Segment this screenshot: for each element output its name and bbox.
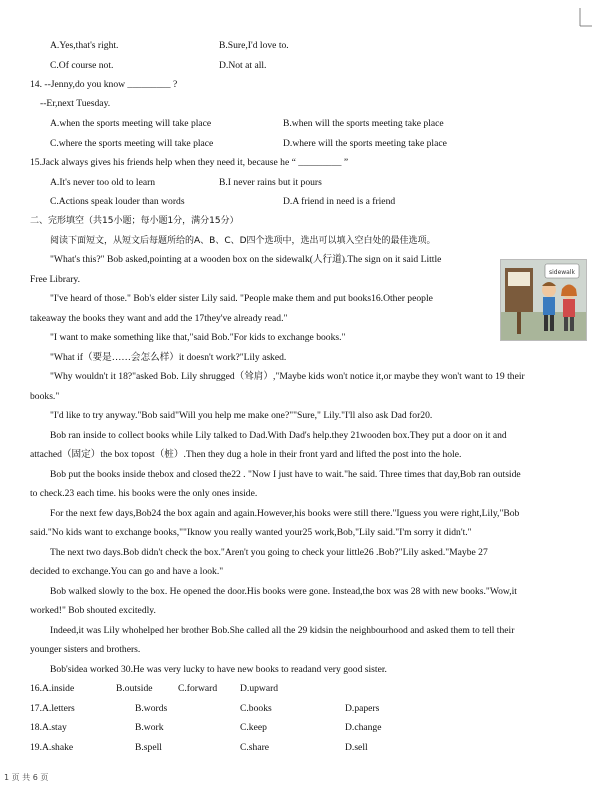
passage-line-6: "What if（要是……会怎么样）it doesn't work?"Lily asked. (50, 352, 287, 363)
q17-option-a: 17.A.letters (30, 703, 75, 714)
q13-option-d: D.Not at all. (219, 60, 267, 71)
passage-line-16: The next two days.Bob didn't check the box."Aren't you going to check your little26 .Bob?"Lily asked."Maybe 27 (50, 547, 488, 558)
section-heading: 二、完形填空（共15小题；每小题1分，满分15分） (30, 216, 239, 226)
q13-option-c: C.Of course not. (50, 60, 114, 71)
passage-line-18: Bob walked slowly to the box. He opened the door.His books were gone. Instead,the box was 28 with new books."Wow,it (50, 586, 517, 597)
q15-option-d: D.A friend in need is a friend (283, 196, 396, 207)
q16-option-a: 16.A.inside (30, 683, 75, 694)
passage-line-22: Bob'sidea worked 30.He was very lucky to have new books to readand very good sister. (50, 664, 387, 675)
passage-line-10: Bob ran inside to collect books while Lily talked to Dad.With Dad's help.they 21wooden box.They put a door on it and (50, 430, 507, 441)
passage-line-7: "Why wouldn't it 18?"asked Bob. Lily shrugged（耸肩）,"Maybe kids won't notice it,or maybe they won't want to 19 their (50, 371, 525, 382)
illustration-image (500, 259, 587, 341)
passage-line-21: younger sisters and brothers. (30, 644, 141, 655)
q13-option-a: A.Yes,that's right. (50, 40, 119, 51)
passage-line-20: Indeed,it was Lily whohelped her brother Bob.She called all the 29 kidsin the neighbourhood and asked them to tell their (50, 625, 515, 636)
q14-option-a: A.when the sports meeting will take place (50, 118, 212, 129)
q18-option-d: D.change (345, 722, 382, 733)
q14-reply: --Er,next Tuesday. (40, 98, 111, 109)
q16-option-d: D.upward (240, 683, 279, 694)
q13-option-b: B.Sure,I'd love to. (219, 40, 289, 51)
passage-line-5: "I want to make something like that,"said Bob."For kids to exchange books." (50, 332, 346, 343)
q14-stem: 14. --Jenny,do you know _________ ? (30, 79, 178, 90)
section-instruction: 阅读下面短文，从短文后每题所给的A、B、C、D四个选项中，选出可以填入空白处的最佳选项。 (50, 236, 436, 246)
passage-line-4: takeaway the books they want and add the 17they've already read." (30, 313, 288, 324)
q18-option-b: B.work (135, 722, 164, 733)
q17-option-d: D.papers (345, 703, 380, 714)
svg-text:sidewalk: sidewalk (548, 269, 576, 276)
passage-line-11: attached（固定）the box topost（桩）.Then they dug a hole in their front yard and lifted the post into the hole. (30, 449, 462, 460)
q14-option-d: D.where will the sports meeting take place (283, 138, 447, 149)
passage-line-3: "I've heard of those." Bob's elder sister Lily said. "People make them and put books16.Other people (50, 293, 433, 304)
passage-line-13: to check.23 each time. his books were the only ones inside. (30, 488, 258, 499)
q17-option-c: C.books (240, 703, 272, 714)
q16-option-b: B.outside (116, 683, 153, 694)
passage-line-17: decided to exchange.You can go and have a look." (30, 566, 224, 577)
q19-option-a: 19.A.shake (30, 742, 74, 753)
passage-line-14: For the next few days,Bob24 the box again and again.However,his books were still there."Iguess you were right,Lily,"Bob (50, 508, 520, 519)
page-number: 1 页 共 6 页 (4, 773, 49, 782)
q15-option-a: A.It's never too old to learn (50, 177, 156, 188)
passage-line-9: "I'd like to try anyway."Bob said"Will you help me make one?""Sure," Lily."I'll also ask Dad for20. (50, 410, 433, 421)
q15-option-b: B.I never rains but it pours (219, 177, 322, 188)
passage-line-15: said."No kids want to exchange books,""Iknow you really wanted your25 work,Bob,"Lily said."I'm sorry it didn't." (30, 527, 472, 538)
crop-mark-icon (572, 8, 592, 28)
q14-option-c: C.where the sports meeting will take place (50, 138, 214, 149)
q14-option-b: B.when will the sports meeting take place (283, 118, 444, 129)
q15-stem: 15.Jack always gives his friends help when they need it, because he “ _________ ” (30, 157, 349, 168)
q18-option-c: C.keep (240, 722, 267, 733)
q16-option-c: C.forward (178, 683, 218, 694)
q18-option-a: 18.A.stay (30, 722, 67, 733)
passage-line-2: Free Library. (30, 274, 80, 285)
q19-option-d: D.sell (345, 742, 368, 753)
passage-line-19: worked!" Bob shouted excitedly. (30, 605, 156, 616)
passage-line-1: "What's this?" Bob asked,pointing at a wooden box on the sidewalk(人行道).The sign on it said Little (50, 254, 442, 265)
q19-option-c: C.share (240, 742, 270, 753)
passage-line-12: Bob put the books inside thebox and closed the22 . "Now I just have to wait."he said. Three times that day,Bob ran outside (50, 469, 521, 480)
q17-option-b: B.words (135, 703, 168, 714)
q15-option-c: C.Actions speak louder than words (50, 196, 185, 207)
passage-line-8: books." (30, 391, 60, 402)
q19-option-b: B.spell (135, 742, 162, 753)
